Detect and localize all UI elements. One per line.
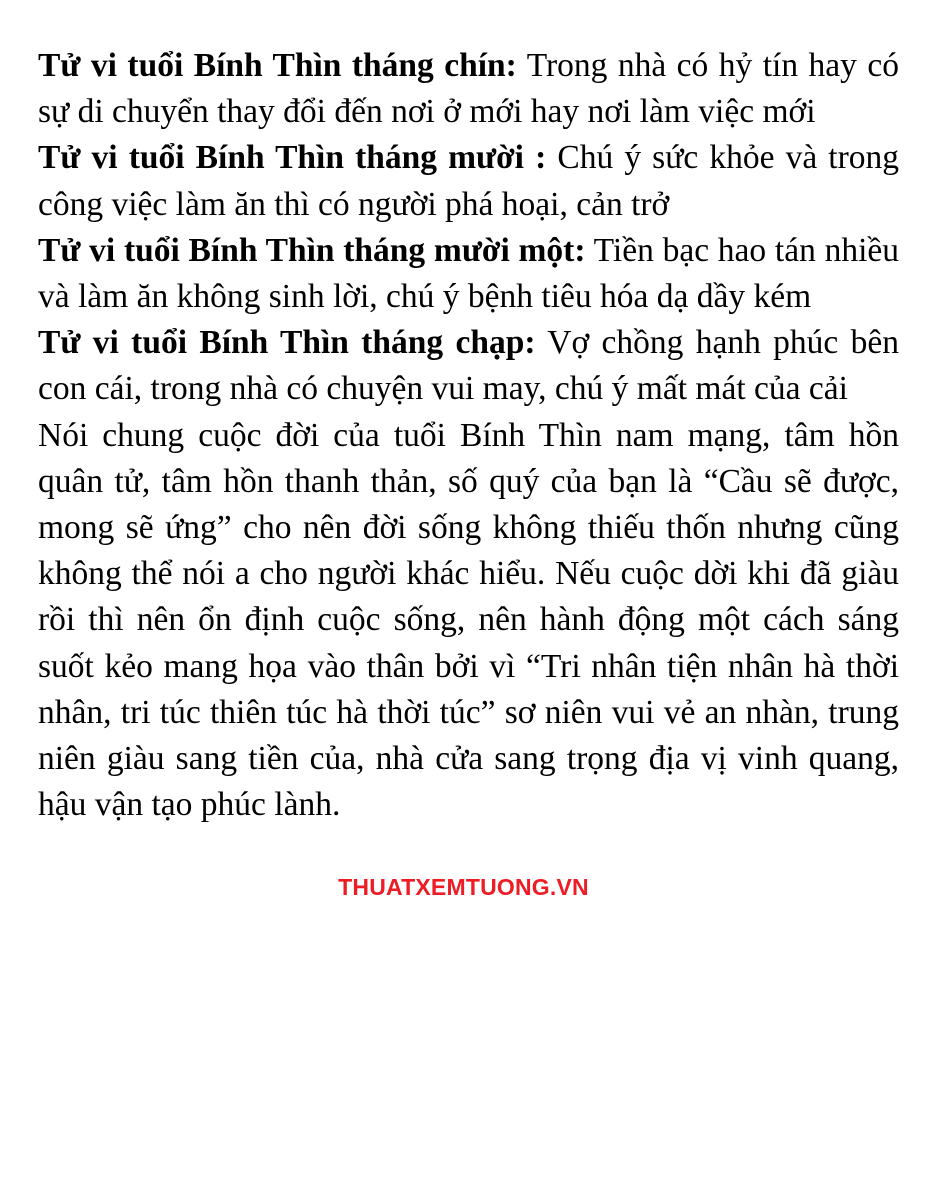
month-12-heading: Tử vi tuổi Bính Thìn tháng chạp: — [38, 324, 536, 362]
month-10-heading: Tử vi tuổi Bính Thìn tháng mười : — [38, 139, 547, 177]
document-body — [38, 43, 899, 828]
site-watermark: THUATXEMTUONG.VN — [338, 874, 589, 900]
month-9-heading: Tử vi tuổi Bính Thìn tháng chín: — [38, 47, 517, 84]
month-10-text: Chú ý sức khỏe và trong công việc làm ăn thì có người phá hoại, cản trở — [38, 139, 900, 223]
month-9-text: Trong nhà có hỷ tín hay có sự di chuyển thay đổi đến nơi ở mới hay nơi làm việc mới — [38, 47, 899, 131]
month-9-paragraph — [38, 43, 899, 135]
month-12-text: Vợ chồng hạnh phúc bên con cái, trong nhà có chuyện vui may, chú ý mất mát của cải — [38, 324, 899, 408]
month-11-paragraph — [38, 228, 899, 320]
month-10-paragraph — [38, 135, 899, 227]
month-11-heading: Tử vi tuổi Bính Thìn tháng mười một: — [38, 231, 586, 269]
month-11-text: Tiền bạc hao tán nhiều và làm ăn không sinh lời, chú ý bệnh tiêu hóa dạ dầy kém — [38, 231, 899, 316]
month-12-paragraph — [38, 320, 899, 412]
summary-paragraph: Nói chung cuộc đời của tuổi Bính Thìn nam mạng, tâm hồn quân tử, tâm hồn thanh thản, số quý của bạn là “Cầu sẽ được, mong sẽ ứng” cho nên đời sống không thiếu thốn nhưng cũng không thể nói a cho người khác hiểu. Nếu cuộc dời khi đã giàu rồi thì nên ổn định cuộc sống, nên hành động một cách sáng suốt kẻo mang họa vào thân bởi vì “Tri nhân tiện nhân hà thời nhân, tri túc thiên túc hà thời túc” sơ niên vui vẻ an nhàn, trung niên giàu sang tiền của, nhà cửa sang trọng địa vị vinh quang, hậu vận tạo phúc lành. — [38, 416, 899, 824]
